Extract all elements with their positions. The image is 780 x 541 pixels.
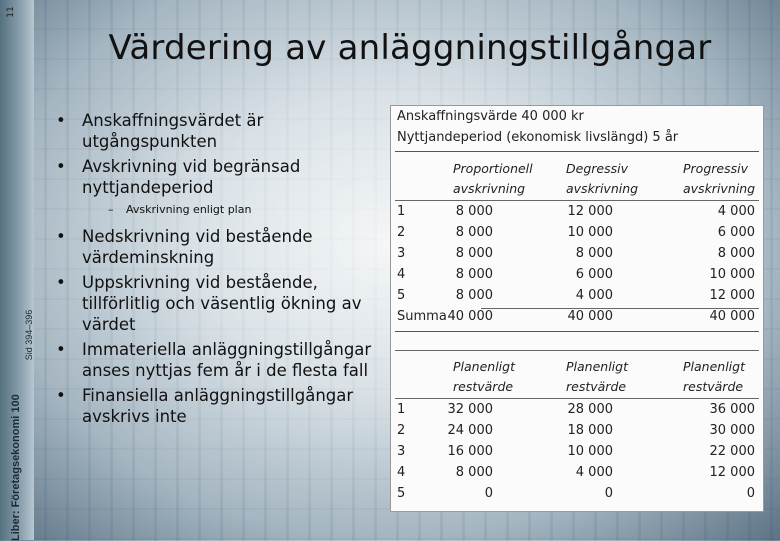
table-row: 2 8 000 10 000 6 000	[397, 225, 755, 240]
table-row: 4 8 000 4 000 12 000	[397, 465, 755, 480]
column-header-residual-3: Planenligt restvärde	[683, 359, 745, 394]
slide-title: Värdering av anläggningstillgångar	[108, 28, 712, 68]
table-row: 5 0 0 0	[397, 486, 755, 501]
sidebar-pages: Sid 394–396	[24, 309, 34, 361]
table-row: 4 8 000 6 000 10 000	[397, 267, 755, 282]
bullet-text: Nedskrivning vid bestående värdeminskning	[82, 227, 313, 267]
table-row: 3 8 000 8 000 8 000	[397, 246, 755, 261]
column-header-progressive: Progressiv avskrivning	[683, 161, 756, 196]
table-sum-row: Summa 40 000 40 000 40 000	[397, 309, 755, 324]
column-header-proportional: Proportionell avskrivning	[453, 161, 533, 196]
bullet-item: • Avskrivning vid begränsad nyttjandeperiod	[56, 157, 301, 197]
bullet-text: Anskaffningsvärdet är utgångspunkten	[82, 111, 264, 151]
bullet-item: • Nedskrivning vid bestående värdeminskning	[56, 227, 313, 267]
bullet-item: • Anskaffningsvärdet är utgångspunkten	[56, 111, 264, 151]
bullet-item: • Uppskrivning vid bestående, tillförlitlig och väsentlig ökning av värdet	[56, 273, 362, 334]
bullet-item: • Finansiella anläggningstillgångar avskrivs inte	[56, 386, 354, 426]
sub-bullet-text: Avskrivning enligt plan	[126, 203, 252, 216]
table-row: 1 32 000 28 000 36 000	[397, 402, 755, 417]
bullet-text: Immateriella anläggningstillgångar anses nyttjas fem år i de flesta fall	[82, 340, 372, 380]
table-row: 2 24 000 18 000 30 000	[397, 423, 755, 438]
depreciation-table	[390, 105, 764, 512]
divider	[395, 398, 759, 399]
bullet-list	[54, 110, 384, 431]
divider	[395, 350, 759, 351]
divider	[395, 151, 759, 152]
sub-bullet-item: – Avskrivning enligt plan	[108, 203, 252, 216]
divider	[395, 200, 759, 201]
column-header-residual-2: Planenligt restvärde	[566, 359, 628, 394]
slide-number: 11	[6, 6, 16, 18]
bullet-text: Avskrivning vid begränsad nyttjandeperiod	[82, 157, 301, 197]
table-header-cost: Anskaffningsvärde 40 000 kr	[397, 109, 584, 124]
table-row: 5 8 000 4 000 12 000	[397, 288, 755, 303]
divider	[395, 331, 759, 332]
column-header-degressive: Degressiv avskrivning	[566, 161, 639, 196]
sidebar-source: Liber: Företagsekonomi 100	[10, 394, 22, 541]
bullet-text: Finansiella anläggningstillgångar avskrivs inte	[82, 386, 354, 426]
column-header-residual-1: Planenligt restvärde	[453, 359, 515, 394]
table-header-period: Nyttjandeperiod (ekonomisk livslängd) 5 år	[397, 130, 679, 145]
bullet-text: Uppskrivning vid bestående, tillförlitlig och väsentlig ökning av värdet	[82, 273, 362, 334]
table-row: 3 16 000 10 000 22 000	[397, 444, 755, 459]
table-row: 1 8 000 12 000 4 000	[397, 204, 755, 219]
bullet-item: • Immateriella anläggningstillgångar anses nyttjas fem år i de flesta fall	[56, 340, 372, 380]
